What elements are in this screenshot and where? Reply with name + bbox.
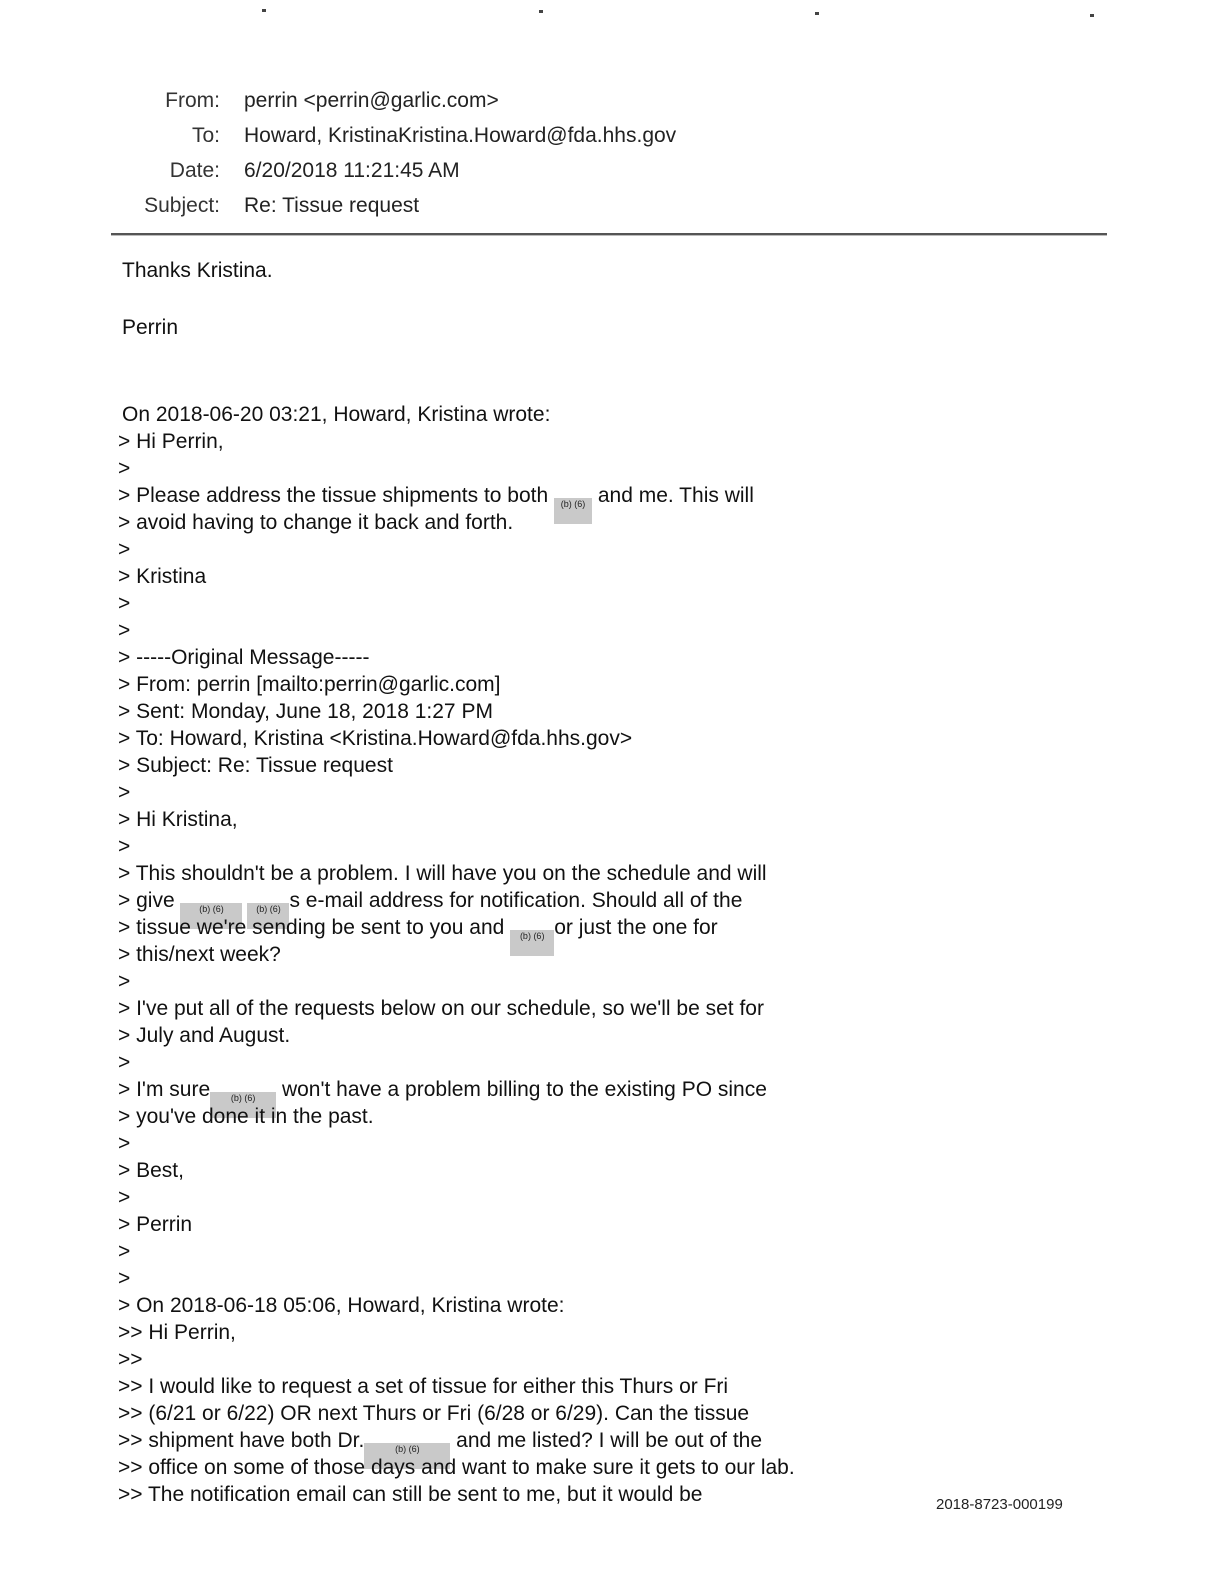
quote-line: > From: perrin [mailto:perrin@garlic.com] [118,673,501,696]
quote-line: >> The notification email can still be sent to me, but it would be [118,1483,703,1506]
scan-speck [815,12,819,15]
quote-line: > [118,592,131,615]
text-segment: > tissue we're sending be sent to you and [118,916,511,939]
quote-line: >> (6/21 or 6/22) OR next Thurs or Fri (6/28 or 6/29). Can the tissue [118,1402,750,1425]
quote-line: >> Hi Perrin, [118,1321,236,1344]
quote-line: > Sent: Monday, June 18, 2018 1:27 PM [118,700,493,723]
quote-line: > To: Howard, Kristina <Kristina.Howard@fda.hhs.gov> [118,727,633,750]
quote-line: > [118,1132,131,1155]
quote-line: > Hi Perrin, [118,430,224,453]
quote-line: On 2018-06-20 03:21, Howard, Kristina wrote: [122,403,551,426]
quote-line: > [118,781,131,804]
quote-line: > I've put all of the requests below on our schedule, so we'll be set for [118,997,764,1020]
text-segment: or just the one for [554,916,718,939]
redaction-box [510,930,554,956]
text-segment: s e-mail address for notification. Should all of the [289,889,743,912]
quote-line: > Subject: Re: Tissue request [118,754,393,777]
header-divider [111,233,1107,235]
text-segment: and me. This will [592,484,754,507]
text-segment: > give [118,889,181,912]
quote-line: > [118,1051,131,1074]
quote-line: >> [118,1348,143,1371]
redaction-label: (b) (6) [395,1444,420,1454]
text-segment: >> shipment have both Dr. [118,1429,365,1452]
text-segment: > Please address the tissue shipments to both [118,484,555,507]
redaction-label: (b) (6) [199,904,224,914]
date-value: 6/20/2018 11:21:45 AM [244,159,460,182]
scan-speck [262,9,266,12]
from-value: perrin <perrin@garlic.com> [244,89,499,112]
quote-line: > [118,457,131,480]
from-label: From: [165,89,220,112]
redaction-label: (b) (6) [560,499,586,509]
quote-line: > Best, [118,1159,184,1182]
redaction-box [554,498,592,524]
document-id: 2018-8723-000199 [936,1496,1063,1513]
quote-line: > [118,835,131,858]
quote-line: > this/next week? [118,943,281,966]
quote-line: > [118,619,131,642]
quote-line: > [118,1240,131,1263]
quote-line: > [118,538,131,561]
date-label: Date: [169,159,220,182]
scan-speck [539,10,543,13]
quote-line: > Hi Kristina, [118,808,238,831]
quote-line: > Perrin [118,1213,193,1236]
redaction-label: (b) (6) [519,931,545,941]
quote-line: > [118,1267,131,1290]
quote-line: > avoid having to change it back and forth. [118,511,514,534]
text-segment: and me listed? I will be out of the [450,1429,763,1452]
redaction-label: (b) (6) [230,1093,256,1103]
redaction-label: (b) (6) [256,904,281,914]
quote-line: > Kristina [118,565,207,588]
to-value: Howard, KristinaKristina.Howard@fda.hhs.gov [244,124,677,147]
to-label: To: [191,124,220,147]
scan-speck [1090,14,1094,17]
text-segment: won't have a problem billing to the existing PO since [276,1078,767,1101]
quote-line: > -----Original Message----- [118,646,370,669]
quote-line: > [118,1186,131,1209]
quote-line: >> I would like to request a set of tissue for either this Thurs or Fri [118,1375,729,1398]
quote-line: > [118,970,131,993]
subject-label: Subject: [144,194,220,217]
quote-line: > This shouldn't be a problem. I will have you on the schedule and will [118,862,767,885]
quote-line: > July and August. [118,1024,291,1047]
signoff: Perrin [122,316,179,339]
greeting: Thanks Kristina. [122,259,273,282]
quote-line: >> office on some of those days and want to make sure it gets to our lab. [118,1456,795,1479]
quote-line: > On 2018-06-18 05:06, Howard, Kristina wrote: [118,1294,565,1317]
subject-value: Re: Tissue request [244,194,420,217]
quote-line: > you've done it in the past. [118,1105,374,1128]
text-segment: > I'm sure [118,1078,211,1101]
